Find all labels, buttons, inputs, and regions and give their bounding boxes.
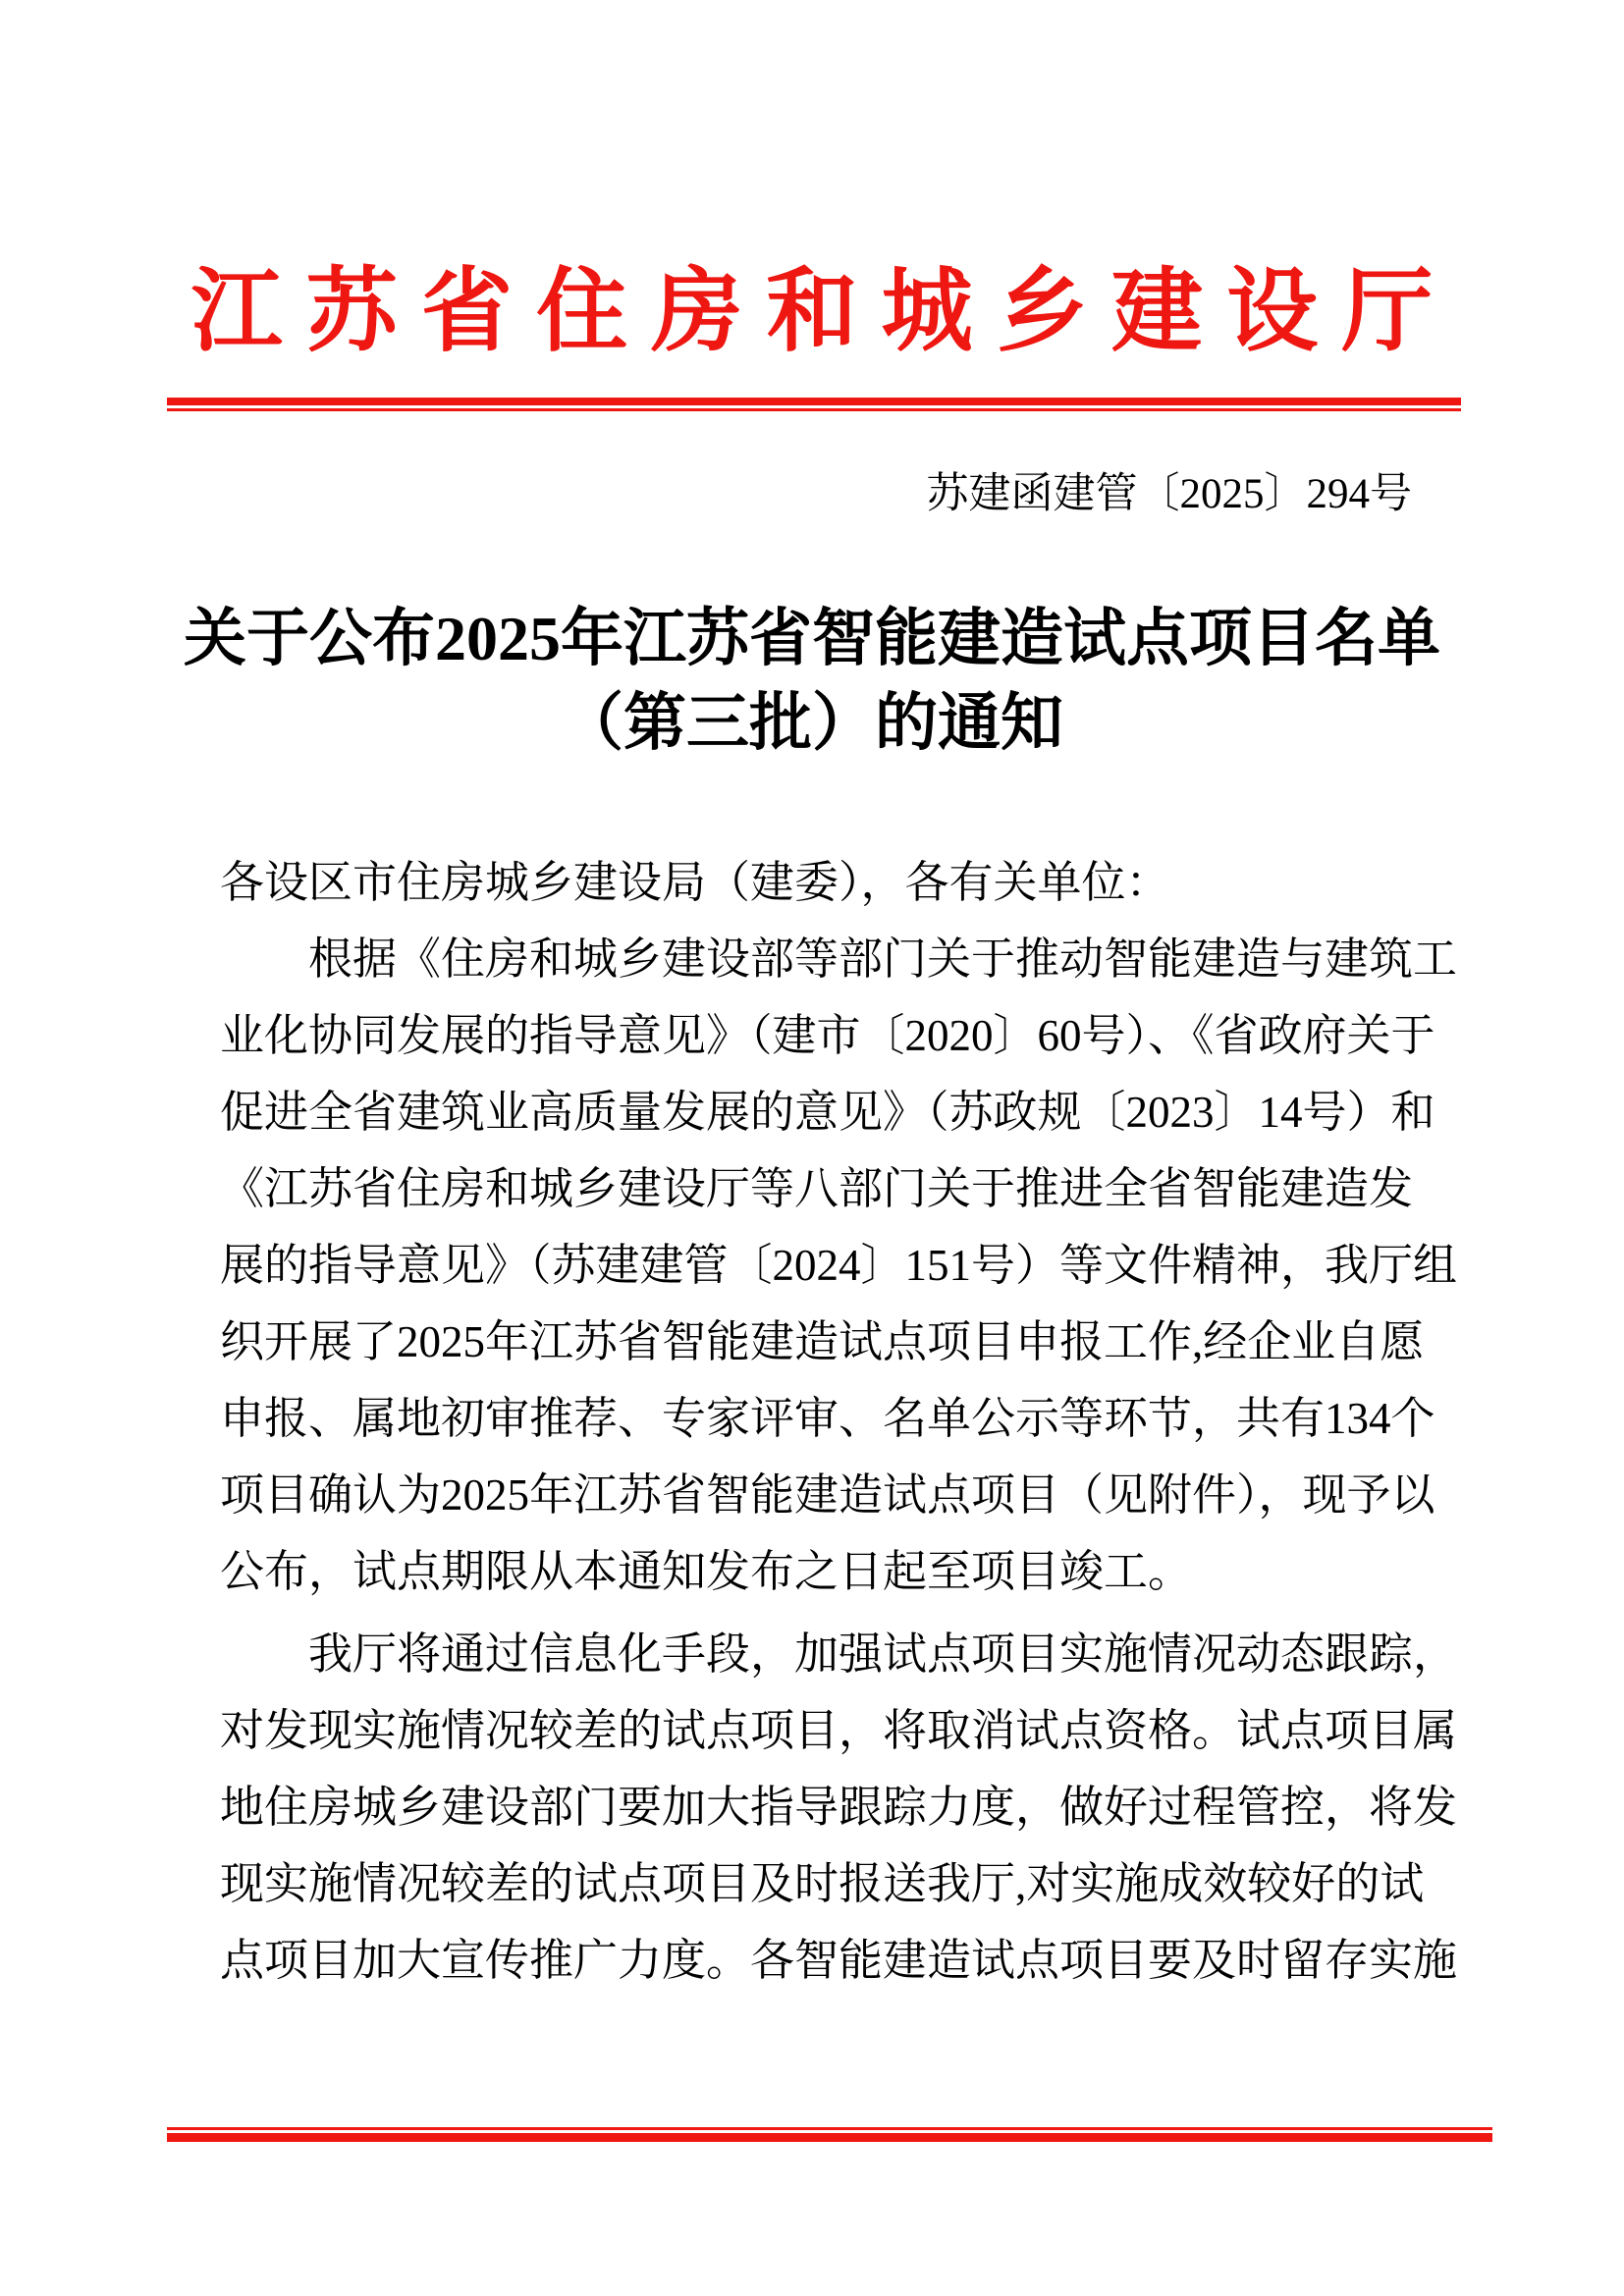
body-line: 申报、属地初审推荐、专家评审、名单公示等环节，共有134个	[220, 1394, 1435, 1443]
body-line: 促进全省建筑业高质量发展的意见》（苏政规〔2023〕14号）和	[220, 1088, 1435, 1137]
document-title-line-2: （第三批）的通知	[561, 688, 1063, 758]
document-title	[0, 597, 1624, 766]
document-reference-number: 苏建函建管〔2025〕294号	[926, 471, 1412, 517]
body-line: 现实施情况较差的试点项目及时报送我厅,对实施成效较好的试	[220, 1859, 1425, 1908]
footer-divider	[167, 2127, 1492, 2142]
body-line: 《江苏省住房和城乡建设厅等八部门关于推进全省智能建造发	[220, 1164, 1414, 1213]
document-title-line-1: 关于公布2025年江苏省智能建造试点项目名单	[184, 604, 1440, 673]
salutation-line: 各设区市住房城乡建设局（建委），各有关单位：	[220, 858, 1170, 907]
body-line: 织开展了2025年江苏省智能建造试点项目申报工作,经企业自愿	[220, 1317, 1425, 1366]
body-line: 根据《住房和城乡建设部等部门关于推动智能建造与建筑工	[308, 934, 1458, 984]
body-line: 对发现实施情况较差的试点项目，将取消试点资格。试点项目属	[220, 1706, 1458, 1755]
body-line: 公布，试点期限从本通知发布之日起至项目竣工。	[220, 1547, 1193, 1596]
body-line: 地住房城乡建设部门要加大指导跟踪力度，做好过程管控，将发	[220, 1783, 1458, 1832]
footer-divider-thick-line	[167, 2133, 1492, 2142]
body-line: 点项目加大宣传推广力度。各智能建造试点项目要及时留存实施	[220, 1936, 1458, 1985]
body-line: 我厅将通过信息化手段，加强试点项目实施情况动态跟踪，	[308, 1629, 1458, 1679]
body-line: 展的指导意见》（苏建建管〔2024〕151号）等文件精神，我厅组	[220, 1241, 1458, 1290]
masthead-divider	[167, 398, 1461, 411]
body-line: 项目确认为2025年江苏省智能建造试点项目（见附件），现予以	[220, 1470, 1435, 1520]
masthead-divider-thick-line	[167, 398, 1461, 405]
agency-masthead: 江苏省住房和城乡建设厅	[190, 262, 1457, 363]
document-body	[220, 844, 1459, 1999]
masthead-divider-thin-line	[167, 408, 1461, 411]
body-line: 业化协同发展的指导意见》（建市〔2020〕60号）、《省政府关于	[220, 1011, 1435, 1060]
